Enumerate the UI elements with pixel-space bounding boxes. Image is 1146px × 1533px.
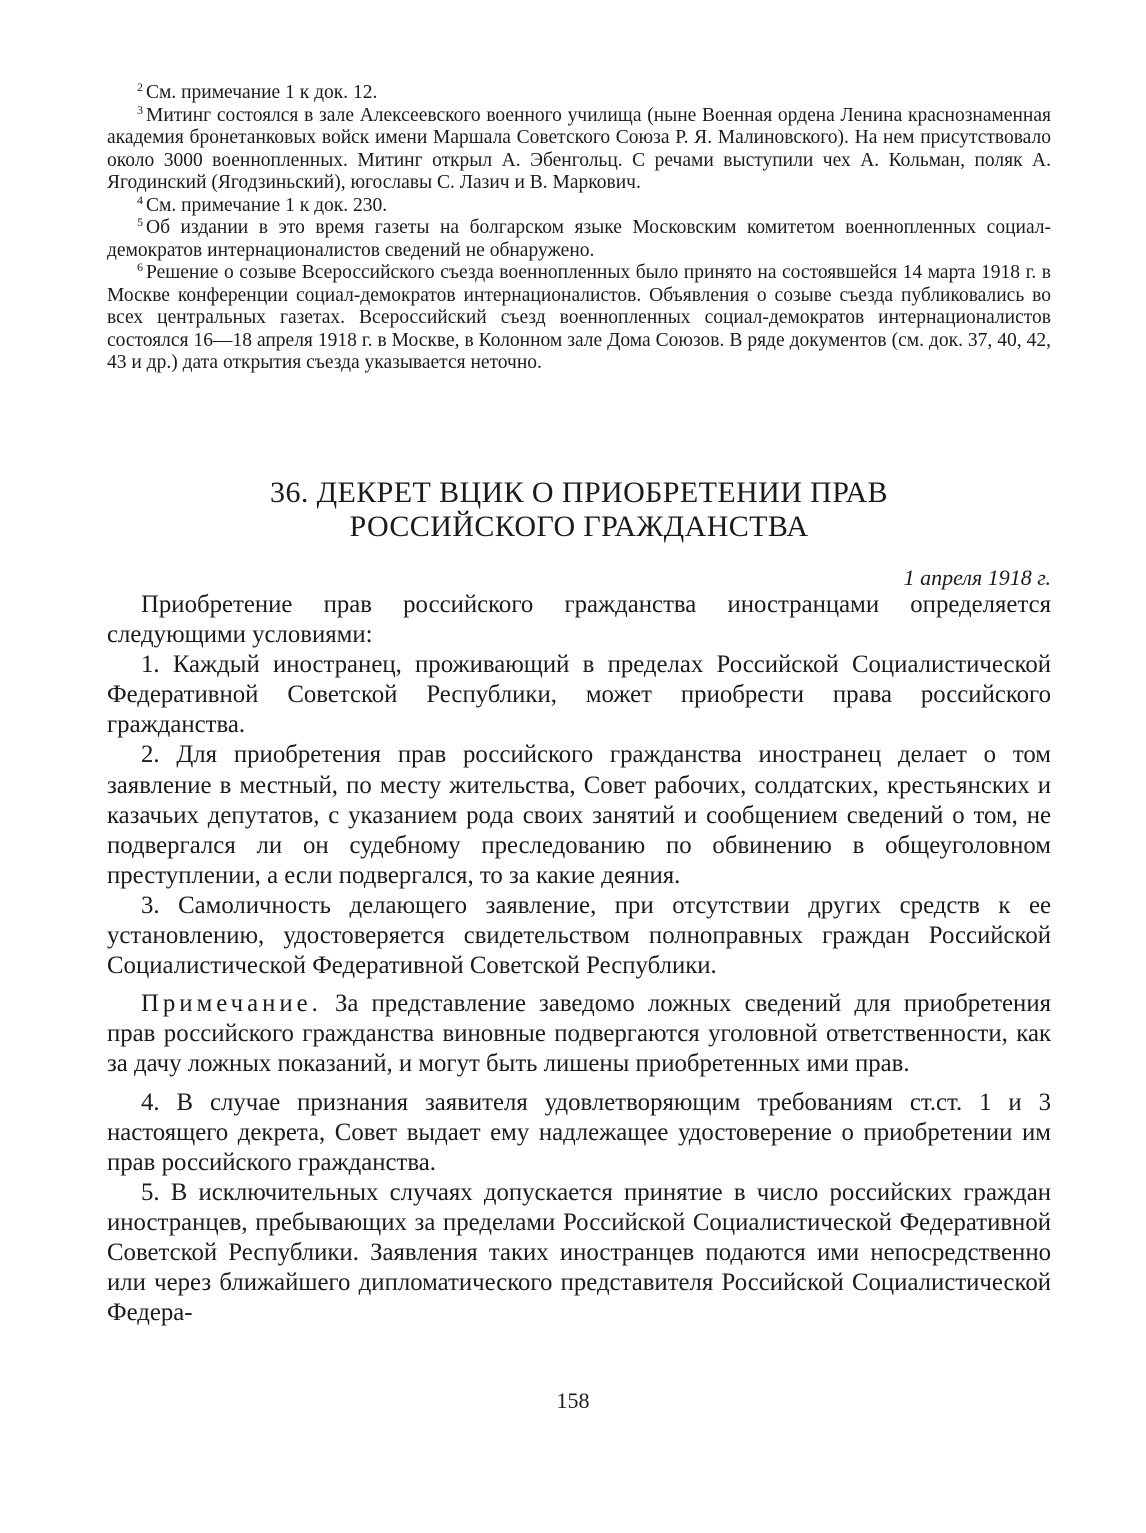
title-line-2: РОССИЙСКОГО ГРАЖДАНСТВА xyxy=(349,510,809,543)
footnote-number: 2 xyxy=(137,80,143,94)
note-label: Примечание. xyxy=(141,990,322,1018)
paragraph-5: 5. В исключительных случаях допускается принятие в число российских граждан иностранцев, пребывающих за пределами Российской Социалистической Федеративной Советской Республики. Заявления таких иностранцев подаются ими непосредственно или через ближайшего дипломатического представителя Российской Социалистической Федера- xyxy=(107,1178,1051,1327)
footnote-5 xyxy=(107,217,1051,262)
footnote-6 xyxy=(107,262,1051,375)
footnote-2 xyxy=(107,82,1051,105)
footnote-text: См. примечание 1 к док. 12. xyxy=(146,82,378,103)
paragraph-1: 1. Каждый иностранец, проживающий в пределах Российской Социалистической Федеративной Советской Республики, может приобрести права российского гражданства. xyxy=(107,651,1051,739)
paragraph-4: 4. В случае признания заявителя удовлетворяющим требованиям ст.ст. 1 и 3 настоящего декрета, Совет выдает ему надлежащее удостоверение о приобретении им прав российского гражданства. xyxy=(107,1088,1051,1176)
footnote-3 xyxy=(107,102,1051,195)
footnote-number: 5 xyxy=(137,215,143,229)
footnote-text: См. примечание 1 к док. 230. xyxy=(146,194,388,216)
footnote-number: 3 xyxy=(137,102,143,117)
footnote-4 xyxy=(107,192,1051,218)
document-date: 1 апреля 1918 г. xyxy=(903,565,1051,590)
paragraph-3: 3. Самоличность делающего заявление, при отсутствии других средств к ее установлению, удостоверяется свидетельством полноправных граждан Российской Социалистической Федеративной Советской Республики. xyxy=(107,891,1051,980)
footnote-text: Митинг состоялся в зале Алексеевского военного училища (ныне Военная ордена Ленина краснознаменная академия бронетанковых войск имени Маршала Советского Союза Р. Я. Малиновского). На нем присутствовало около 3000 военнопленных. Митинг открыл А. Эбенгольц. С речами выступили чех А. Кольман, поляк А. Ягодинский (Ягодзиньский), югославы С. Лазич и В. Маркович. xyxy=(107,104,1051,193)
paragraph-2: 2. Для приобретения прав российского гражданства иностранец делает о том заявление в местный, по месту жительства, Совет рабочих, солдатских, крестьянских и казачьих депутатов, с указанием рода своих занятий и сообщением сведений о том, не подвергался ли он судебному преследованию по обвинению в общеуголовном преступлении, а если подвергался, то за какие деяния. xyxy=(107,741,1051,889)
note-text: За представление заведомо ложных сведений для приобретения прав российского гражданства виновные подвергаются уголовной ответственности, как за дачу ложных показаний, и могут быть лишены приобретенных ими прав. xyxy=(107,990,1051,1078)
footnote-number: 6 xyxy=(137,260,143,274)
title-line-1: 36. ДЕКРЕТ ВЦИК О ПРИОБРЕТЕНИИ ПРАВ xyxy=(270,476,888,509)
paragraph-note xyxy=(107,989,1051,1079)
document-title xyxy=(107,476,1051,544)
footnote-text: Об издании в это время газеты на болгарском языке Московским комитетом военнопленных социал-демократов интернационалистов сведений не обнаружено. xyxy=(107,217,1051,261)
footnotes-block xyxy=(107,82,1051,375)
page-number: 158 xyxy=(556,1388,590,1413)
footnote-number: 4 xyxy=(137,192,143,207)
footnote-text: Решение о созыве Всероссийского съезда военнопленных было принято на состоявшейся 14 марта 1918 г. в Москве конференции социал-демократов интернационалистов. Объявления о созыве съезда публиковались во всех центральных газетах. Всероссийский съезд военнопленных социал-демократов интернационалистов состоялся 16—18 апреля 1918 г. в Москве, в Колонном зале Дома Союзов. В ряде документов (см. док. 37, 40, 42, 43 и др.) дата открытия съезда указывается неточно. xyxy=(107,262,1051,373)
paragraph-intro: Приобретение прав российского гражданства иностранцами определяется следующими условиями: xyxy=(107,591,1051,649)
decree-body xyxy=(107,590,1051,1328)
